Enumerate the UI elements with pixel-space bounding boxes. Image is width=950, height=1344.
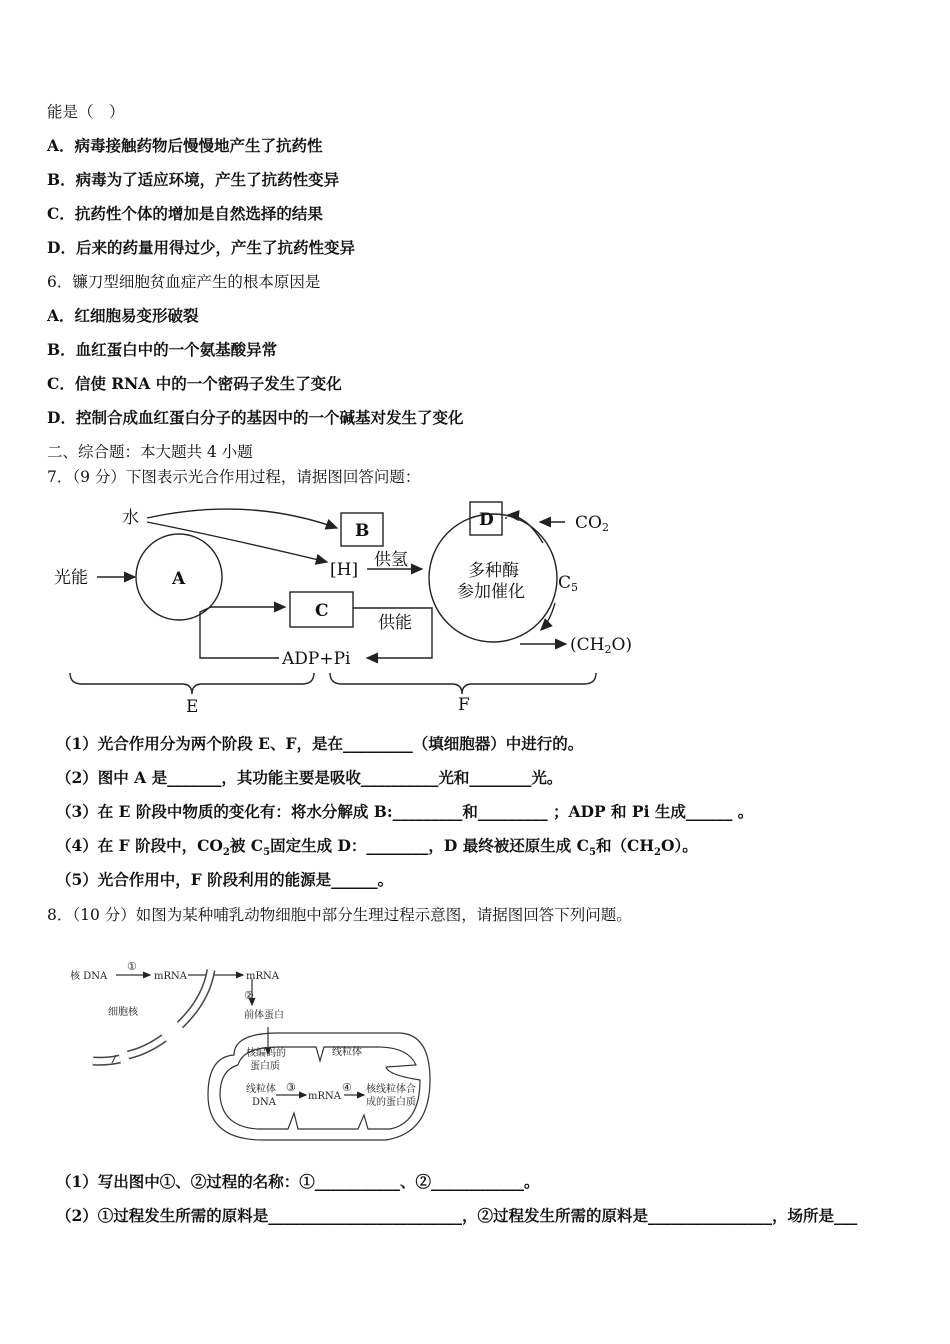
section-title: 二、综合题：本大题共 4 小题 xyxy=(47,443,253,461)
q7-sub-3: （3）在 E 阶段中物质的变化有：将水分解成 B:_________和_________ ；ADP 和 Pi 生成______ 。 xyxy=(56,802,754,821)
label-f: F xyxy=(458,695,470,715)
label-nuc-encoded-2: 蛋白质 xyxy=(250,1061,280,1072)
q6-option-c: C．信使 RNA 中的一个密码子发生了变化 xyxy=(47,374,342,393)
label-mrna-3: mRNA xyxy=(308,1091,341,1102)
label-light: 光能 xyxy=(54,568,88,588)
q6-option-b: B．血红蛋白中的一个氨基酸异常 xyxy=(47,340,278,359)
q7-sub-5: （5）光合作用中，F 阶段利用的能源是______。 xyxy=(56,870,394,889)
q5-option-c: C．抗药性个体的增加是自然选择的结果 xyxy=(47,204,323,223)
label-h: [H] xyxy=(330,560,359,580)
label-mito-dna-2: DNA xyxy=(252,1097,276,1108)
q7-sub-2: （2）图中 A 是_______，其功能主要是吸收__________光和________光。 xyxy=(56,768,563,787)
label-ch2o: (CH2O) xyxy=(570,635,633,656)
label-d: D xyxy=(479,510,494,530)
label-step-3: ③ xyxy=(286,1081,296,1094)
label-water: 水 xyxy=(122,508,139,528)
q5-option-b: B．病毒为了适应环境，产生了抗药性变异 xyxy=(47,170,340,189)
q7-stem: 7．（9 分）下图表示光合作用过程，请据图回答问题： xyxy=(47,468,421,486)
photosynthesis-diagram xyxy=(47,498,647,720)
q7-sub-4: （4）在 F 阶段中，$CO_2$被 $C_5$固定生成 D：________，D 最终被还原生成 $C_5$和$(CH_2O)$。 xyxy=(56,836,698,859)
q8-sub-2: （2）①过程发生所需的原料是_________________________，②过程发生所需的原料是________________，场所是___ xyxy=(56,1206,858,1225)
q6-stem: 6．镰刀型细胞贫血症产生的根本原因是 xyxy=(47,273,321,291)
q6-option-a: A．红细胞易变形破裂 xyxy=(47,306,199,325)
q5-option-d: D．后来的药量用得过少，产生了抗药性变异 xyxy=(47,238,355,257)
label-c5: C5 xyxy=(558,573,579,594)
label-mrna-1: mRNA xyxy=(154,971,187,982)
label-product-2: 成的蛋白质 xyxy=(366,1097,416,1108)
label-supply-h: 供氢 xyxy=(374,550,408,570)
label-adp: ADP+Pi xyxy=(282,649,351,669)
label-b: B xyxy=(355,521,370,541)
label-a: A xyxy=(172,569,186,589)
label-enzyme-2: 参加催化 xyxy=(457,582,525,602)
label-mitochondria: 线粒体 xyxy=(332,1047,362,1058)
q8-stem: 8．（10 分）如图为某种哺乳动物细胞中部分生理过程示意图，请据图回答下列问题。 xyxy=(47,906,632,924)
q8-sub-1: （1）写出图中①、②过程的名称：①___________、②____________。 xyxy=(56,1172,540,1191)
label-precursor: 前体蛋白 xyxy=(244,1010,284,1021)
q5-option-a: A．病毒接触药物后慢慢地产生了抗药性 xyxy=(47,136,323,155)
label-nucleus: 细胞核 xyxy=(108,1007,138,1018)
label-nuclear-dna: 核 DNA xyxy=(70,971,108,982)
label-step-2: ② xyxy=(244,989,254,1002)
q5-stem-tail: 能是（ ） xyxy=(47,103,125,121)
label-step-1: ① xyxy=(127,960,137,973)
q6-option-d: D．控制合成血红蛋白分子的基因中的一个碱基对发生了变化 xyxy=(47,408,464,427)
label-enzyme-1: 多种酶 xyxy=(468,561,519,581)
label-c: C xyxy=(315,601,329,621)
label-step-4: ④ xyxy=(342,1081,352,1094)
label-mrna-2: mRNA xyxy=(246,971,279,982)
label-co2: CO2 xyxy=(575,513,609,534)
label-mito-dna-1: 线粒体 xyxy=(246,1084,276,1095)
q7-sub-1: （1）光合作用分为两个阶段 E、F，是在_________（填细胞器）中进行的。 xyxy=(56,734,584,753)
label-nuc-encoded-1: 核编码的 xyxy=(246,1048,286,1059)
label-supply-energy: 供能 xyxy=(378,613,412,633)
cell-process-diagram xyxy=(68,955,468,1155)
label-product-1: 核线粒体合 xyxy=(366,1084,416,1095)
label-e: E xyxy=(186,697,199,717)
